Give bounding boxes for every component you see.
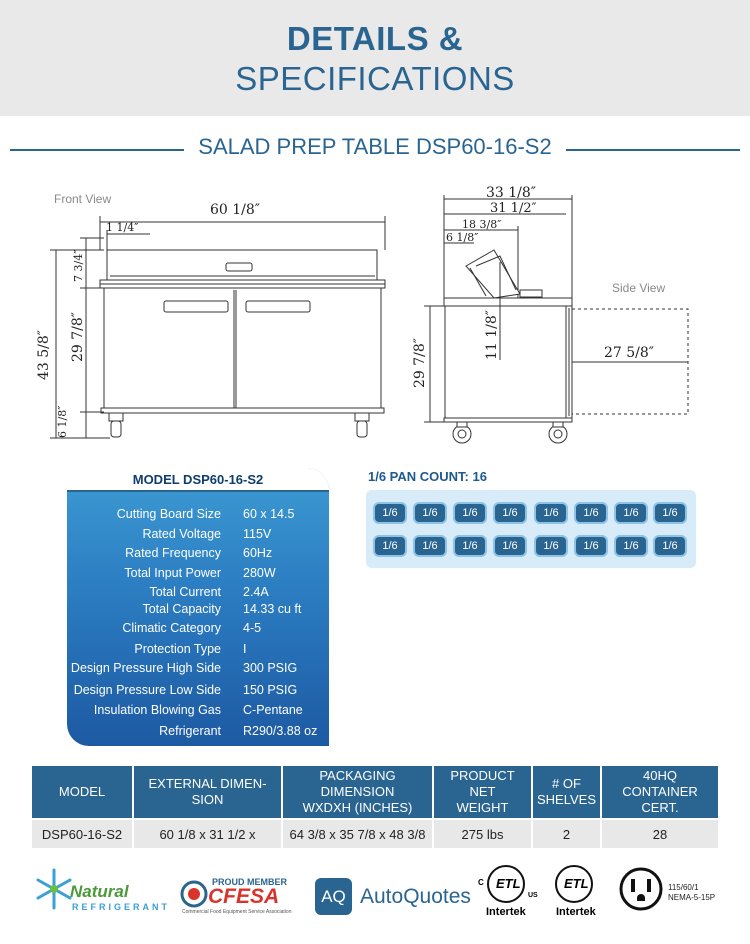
- pan-cell: 1/6: [453, 535, 487, 557]
- spec-label: Total Input Power: [124, 566, 221, 580]
- dim-width: 60 1/8″: [210, 202, 261, 218]
- spec-label: Refrigerant: [159, 724, 221, 738]
- spec-row: [67, 683, 329, 701]
- dim-body-height: 29 7/8″: [70, 311, 86, 362]
- page-title-line2: SPECIFICATIONS: [235, 60, 515, 97]
- spec-label: Design Pressure Low Side: [73, 683, 221, 697]
- dim-depth: 33 1/8″: [486, 185, 537, 201]
- spec-row: [67, 507, 329, 525]
- spec-value: 300 PSIG: [243, 661, 298, 675]
- spec-value: I: [243, 642, 247, 656]
- product-subtitle: SALAD PREP TABLE DSP60-16-S2: [198, 134, 552, 159]
- pan-cell: 1/6: [453, 502, 487, 524]
- spec-row: [67, 642, 329, 660]
- dim-top-offset: 1 1/4″: [106, 221, 139, 234]
- front-view-label: Front View: [54, 192, 112, 206]
- cfesa-proud-member: PROUD MEMBER: [212, 877, 288, 887]
- pan-cell: 1/6: [373, 535, 407, 557]
- spec-row: [67, 566, 329, 584]
- pan-cell: 1/6: [614, 535, 648, 557]
- spec-label: Cutting Board Size: [116, 507, 221, 521]
- dim-pan-depth: 11 1/8″: [484, 309, 500, 360]
- table-header-cell: PACKAGING DIMENSION WXDXH (INCHES): [283, 766, 432, 818]
- intertek-label-2: Intertek: [556, 906, 596, 918]
- front-view-drawing: [50, 216, 385, 438]
- snowflake-icon: [34, 866, 74, 912]
- pan-count-title: 1/6 PAN COUNT: 16: [368, 469, 487, 484]
- table-cell: 60 1/8 x 31 1/2 x: [134, 820, 281, 848]
- spec-row: [67, 602, 329, 620]
- pan-cell: 1/6: [534, 502, 568, 524]
- spec-value: R290/3.88 oz: [243, 724, 318, 738]
- spec-row: [67, 621, 329, 639]
- spec-row: [67, 527, 329, 545]
- pan-cell: 1/6: [413, 502, 447, 524]
- spec-label: Insulation Blowing Gas: [93, 703, 221, 717]
- pan-cell: 1/6: [574, 535, 608, 557]
- spec-label: Total Capacity: [142, 602, 221, 616]
- spec-label: Rated Voltage: [142, 527, 221, 541]
- etl-us-text: ETL: [496, 876, 521, 891]
- etl-sanitation-text: ETL: [564, 876, 589, 891]
- dim-side-height: 29 7/8″: [412, 337, 428, 388]
- spec-value: 280W: [243, 566, 276, 580]
- spec-row: [67, 546, 329, 564]
- cfesa-emblem-icon: [180, 880, 208, 908]
- dim-lid-height: 7 3/4″: [72, 249, 85, 282]
- spec-label: Rated Frequency: [125, 546, 221, 560]
- spec-row: [67, 703, 329, 721]
- spec-row: [67, 724, 329, 742]
- etl-us-mark: US: [528, 892, 538, 899]
- autoquotes-logo-text: AutoQuotes: [360, 885, 471, 908]
- spec-value: 115V: [243, 527, 272, 541]
- table-header-cell: 40HQ CONTAINER CERT.: [602, 766, 718, 818]
- spec-label: Total Current: [149, 585, 221, 599]
- etl-c-mark: C: [478, 878, 484, 887]
- side-view-label: Side View: [612, 281, 666, 295]
- plug-type: NEMA-5-15P: [668, 893, 716, 902]
- intertek-label-1: Intertek: [486, 906, 526, 918]
- spec-value: C-Pentane: [243, 703, 303, 717]
- dim-depth-body: 31 1/2″: [490, 201, 537, 216]
- spec-value: 60 x 14.5: [243, 507, 295, 521]
- natural-logo-sub: REFRIGERANT: [72, 902, 170, 912]
- spec-value: 2.4A: [243, 585, 269, 599]
- plug-rating: 115/60/1: [668, 883, 699, 892]
- spec-value: 150 PSIG: [243, 683, 298, 697]
- pan-cell: 1/6: [413, 535, 447, 557]
- nema-plug-icon: [618, 866, 664, 912]
- table-header-cell: EXTERNAL DIMEN- SION: [134, 766, 281, 818]
- pan-cell: 1/6: [653, 502, 687, 524]
- pan-cell: 1/6: [373, 502, 407, 524]
- technical-drawings: [0, 0, 750, 460]
- table-cell: 64 3/8 x 35 7/8 x 48 3/8: [283, 820, 432, 848]
- spec-value: 14.33 cu ft: [243, 602, 302, 616]
- pan-cell: 1/6: [574, 502, 608, 524]
- cfesa-logo-text: CFESA: [208, 885, 280, 908]
- spec-row: [67, 585, 329, 603]
- spec-label: Protection Type: [134, 642, 221, 656]
- dim-total-height: 43 5/8″: [36, 329, 52, 380]
- table-header-cell: PRODUCT NET WEIGHT: [434, 766, 531, 818]
- dim-door-swing: 27 5/8″: [604, 345, 655, 361]
- spec-value: 60Hz: [243, 546, 273, 560]
- page-title-line1: DETAILS &: [286, 20, 464, 57]
- dim-rail-top: 6 1/8″: [446, 231, 479, 244]
- spec-value: 4-5: [243, 621, 262, 635]
- spec-label: Climatic Category: [122, 621, 221, 635]
- table-header-cell: # OF SHELVES: [533, 766, 600, 818]
- table-cell: 275 lbs: [434, 820, 531, 848]
- pan-cell: 1/6: [534, 535, 568, 557]
- table-cell: 28: [602, 820, 718, 848]
- autoquotes-badge: AQ: [315, 878, 352, 915]
- spec-row: [67, 661, 329, 679]
- spec-card-title: MODEL DSP60-16-S2: [67, 468, 329, 492]
- cfesa-subtext: Commercial Food Equipment Service Association: [182, 909, 292, 915]
- pan-cell: 1/6: [653, 535, 687, 557]
- pan-cell: 1/6: [614, 502, 648, 524]
- pan-cell: 1/6: [493, 502, 527, 524]
- dim-caster: 6 1/8″: [56, 405, 69, 438]
- table-header-cell: MODEL: [32, 766, 132, 818]
- spec-label: Design Pressure High Side: [70, 661, 221, 675]
- table-cell: DSP60-16-S2: [32, 820, 132, 848]
- dim-rail: 18 3/8″: [462, 218, 502, 231]
- pan-cell: 1/6: [493, 535, 527, 557]
- table-cell: 2: [533, 820, 600, 848]
- natural-logo-text: Natural: [70, 882, 129, 901]
